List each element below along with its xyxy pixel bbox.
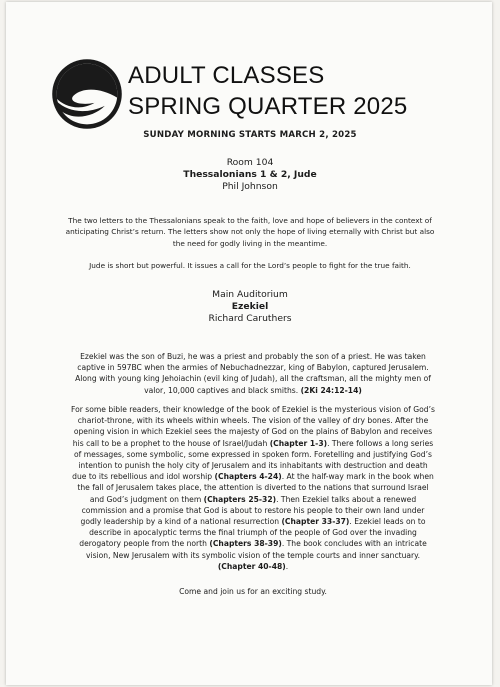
page-title (128, 60, 407, 122)
class1-teacher: Phil Johnson (222, 181, 278, 192)
class2-topic: Ezekiel (231, 301, 269, 312)
class1-header (0, 157, 500, 193)
class1-topic: Thessalonians 1 & 2, Jude (183, 169, 317, 180)
ezekiel-intro-paragraph: Ezekiel was the son of Buzi, he was a priest and probably the son of a priest. He was taken captive in 597BC when the armies of Nebuchadnezzar, king of Babylon, captured Jerusalem. Along with young king Jehoiachin (evil king of Judah), all the craftsman, all the mighty men of valor, 10,000 captives and black smiths. (2Ki 24:12-14) (75, 352, 431, 395)
title-line-2: SPRING QUARTER 2025 (128, 93, 408, 120)
class1-jude-note: Jude is short but powerful. It issues a call for the Lord’s people to fight for the true faith. (89, 261, 411, 270)
class2-teacher: Richard Caruthers (208, 313, 292, 324)
title-line-1: ADULT CLASSES (128, 62, 325, 89)
class1-room: Room 104 (226, 157, 274, 168)
class2-header (0, 289, 500, 325)
start-date-subtitle: SUNDAY MORNING STARTS MARCH 2, 2025 (143, 130, 357, 140)
ezekiel-overview-paragraph: For some bible readers, their knowledge of the book of Ezekiel is the mysterious vision of God’s chariot-throne, with its wheels within wheels. The vision of the valley of dry bones. After the opening vision in which Ezekiel sees the majesty of God on the plains of Babylon and receives his call to be a prophet to the house of Israel/Judah (Chapter 1-3). There follows a long series of messages, some symbolic, some expressed in spoken form. Foretelling and justifying God’s intention to punish the holy city of Jerusalem and its inhabitants with destruction and death due to its rebellious and idol worship (Chapters 4-24). At the half-way mark in the book when the fall of Jerusalem takes place, the attention is diverted to the nations that surround Israel and God’s judgment on them (Chapters 25-32). Then Ezekiel talks about a renewed commission and a promise that God is about to restore his people to their own land under godly leadership by a kind of a national resurrection (Chapter 33-37). Ezekiel leads on to describe in apocalyptic terms the final triumph of the people of God over the invading derogatory people from the north (Chapters 38-39). The book concludes with an intricate vision, New Jerusalem with its symbolic vision of the temple courts and inner sanctuary. (Chapter 40-48). (70, 405, 435, 571)
road-circle-logo-icon (50, 57, 124, 131)
closing-invitation: Come and join us for an exciting study. (179, 587, 327, 596)
class1-description: The two letters to the Thessalonians speak to the faith, love and hope of believers in the context of anticipating Christ’s return. The letters show not only the hope of living eternally with Christ but also the need for godly living in the meantime. (65, 216, 435, 248)
class2-room: Main Auditorium (212, 289, 288, 300)
